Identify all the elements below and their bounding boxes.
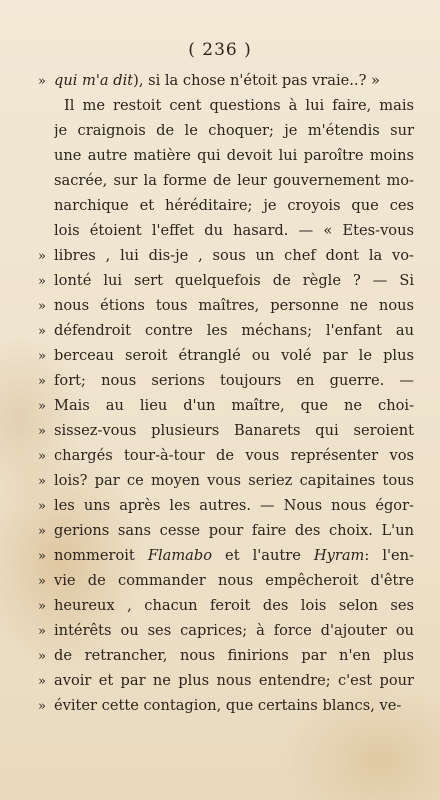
quote-mark: » — [38, 74, 46, 89]
line-content — [54, 293, 414, 318]
text-segment: intérêts ou ses caprices; à force d'ajouter ou — [54, 622, 414, 639]
text-line — [38, 443, 414, 468]
text-line — [38, 543, 414, 568]
quote-mark: » — [38, 524, 46, 539]
text-line — [38, 343, 414, 368]
quote-mark: » — [38, 624, 46, 639]
line-content — [54, 193, 414, 218]
text-segment: libres , lui dis-je , sous un chef dont la vo- — [54, 247, 414, 264]
text-line — [38, 168, 414, 193]
text-segment: éviter cette contagion, que certains blancs, ve- — [54, 697, 402, 714]
text-segment: lois? par ce moyen vous seriez capitaines tous — [54, 472, 414, 489]
italic-text: Hyram — [313, 547, 365, 564]
text-segment: vie de commander nous empêcheroit d'être — [54, 572, 414, 589]
text-line — [38, 268, 414, 293]
italic-text: Flamabo — [147, 547, 213, 564]
text-line — [38, 118, 414, 143]
page-text — [38, 68, 414, 718]
text-segment: défendroit contre les méchans; l'enfant au — [54, 322, 414, 339]
text-line — [38, 418, 414, 443]
line-content — [54, 593, 414, 618]
text-segment: chargés tour-à-tour de vous représenter vos — [54, 447, 414, 464]
text-segment: une autre matière qui devoit lui paroître moins — [54, 147, 414, 164]
line-content — [54, 318, 414, 343]
line-content — [54, 93, 414, 118]
quote-mark: » — [38, 449, 46, 464]
text-segment: nous étions tous maîtres, personne ne nous — [54, 297, 414, 314]
text-line — [38, 393, 414, 418]
text-line — [38, 93, 414, 118]
text-line — [38, 643, 414, 668]
quote-mark: » — [38, 599, 46, 614]
text-segment: fort; nous serions toujours en guerre. — — [54, 372, 414, 389]
quote-mark: » — [38, 424, 46, 439]
text-segment: Mais au lieu d'un maître, que ne choi- — [54, 397, 414, 414]
text-segment: avoir et par ne plus nous entendre; c'est pour — [54, 672, 414, 689]
quote-mark: » — [38, 374, 46, 389]
line-content — [54, 393, 414, 418]
text-segment: Il me restoit cent questions à lui faire, mais — [64, 97, 414, 114]
quote-mark: » — [38, 349, 46, 364]
text-segment: narchique et héréditaire; je croyois que ces — [54, 197, 414, 214]
quote-mark: » — [38, 299, 46, 314]
line-content — [54, 643, 414, 668]
text-segment: les uns après les autres. — Nous nous égor- — [54, 497, 414, 514]
text-line — [38, 568, 414, 593]
line-content — [54, 693, 414, 718]
quote-mark: » — [38, 399, 46, 414]
text-segment: lonté lui sert quelquefois de règle ? — Si — [54, 272, 414, 289]
quote-mark: » — [38, 674, 46, 689]
text-line — [38, 518, 414, 543]
line-content — [54, 243, 414, 268]
line-content — [54, 468, 414, 493]
text-line — [38, 318, 414, 343]
text-segment: lois étoient l'effet du hasard. — « Etes-vous — [54, 222, 414, 239]
line-content — [54, 543, 414, 568]
line-content — [54, 268, 414, 293]
line-content — [54, 218, 414, 243]
text-line — [38, 618, 414, 643]
text-line — [38, 143, 414, 168]
text-segment: de retrancher, nous finirions par n'en plus — [54, 647, 414, 664]
line-content — [54, 418, 414, 443]
text-line — [38, 468, 414, 493]
line-content — [54, 168, 414, 193]
line-content — [54, 343, 414, 368]
text-segment: heureux , chacun feroit des lois selon ses — [54, 597, 414, 614]
text-line — [38, 668, 414, 693]
page-number: ( 236 ) — [188, 40, 252, 60]
line-content — [54, 668, 414, 693]
text-segment: ), si la chose n'étoit pas vraie..? » — [133, 72, 380, 89]
quote-mark: » — [38, 574, 46, 589]
italic-text: qui m'a dit — [54, 72, 134, 89]
text-line — [38, 193, 414, 218]
quote-mark: » — [38, 699, 46, 714]
line-content — [54, 368, 414, 393]
text-segment: : l'en- — [364, 547, 414, 564]
text-line — [38, 243, 414, 268]
text-segment: je craignois de le choquer; je m'étendis sur — [54, 122, 414, 139]
text-line — [38, 593, 414, 618]
text-line — [38, 218, 414, 243]
quote-mark: » — [38, 549, 46, 564]
line-content — [54, 118, 414, 143]
quote-mark: » — [38, 649, 46, 664]
text-line — [38, 68, 414, 93]
text-line — [38, 368, 414, 393]
quote-mark: » — [38, 499, 46, 514]
line-content — [54, 568, 414, 593]
quote-mark: » — [38, 249, 46, 264]
text-line — [38, 693, 414, 718]
line-content — [54, 618, 414, 643]
text-line — [38, 493, 414, 518]
text-segment: sissez-vous plusieurs Banarets qui seroient — [54, 422, 414, 439]
line-content — [54, 493, 414, 518]
text-segment: gerions sans cesse pour faire des choix. L'un — [54, 522, 414, 539]
line-content — [54, 518, 414, 543]
quote-mark: » — [38, 324, 46, 339]
line-content — [54, 143, 414, 168]
text-segment: berceau seroit étranglé ou volé par le plus — [54, 347, 414, 364]
quote-mark: » — [38, 474, 46, 489]
text-segment: et l'autre — [212, 547, 314, 564]
text-segment: sacrée, sur la forme de leur gouvernement mo- — [54, 172, 414, 189]
quote-mark: » — [38, 274, 46, 289]
text-line — [38, 293, 414, 318]
text-segment: nommeroit — [54, 547, 148, 564]
line-content — [54, 68, 414, 93]
line-content — [54, 443, 414, 468]
